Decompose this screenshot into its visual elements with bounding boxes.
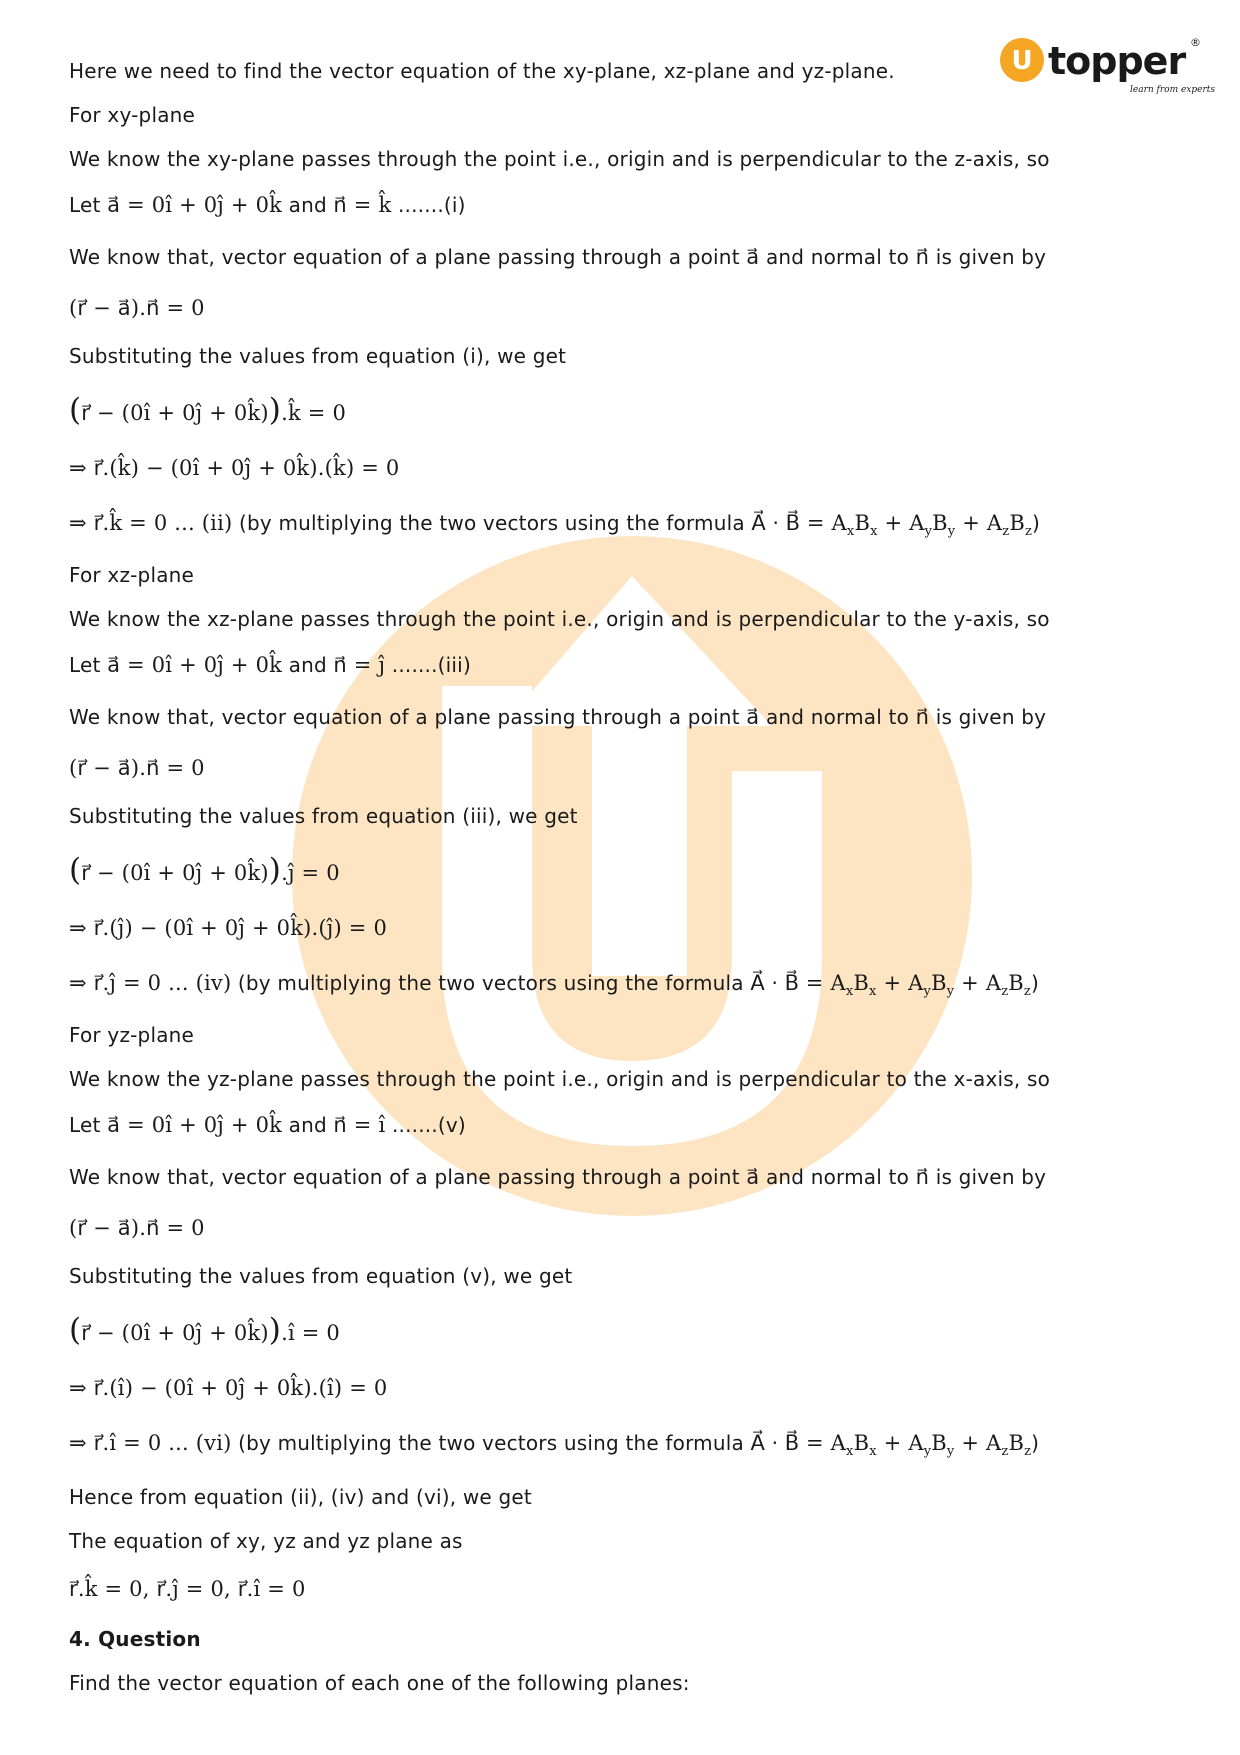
xy-eq1: (r⃗ − (0î + 0ĵ + 0k̂)).k̂ = 0 [69,392,347,428]
xz-eq1: (r⃗ − (0î + 0ĵ + 0k̂)).ĵ = 0 [69,852,340,888]
xy-vec-eq-text: We know that, vector equation of a plane passing through a point a⃗ and normal to n⃗ is given by [69,245,1047,269]
yz-let-line: Let a⃗ = 0î + 0ĵ + 0k̂ and n⃗ = î .......(v) [69,1113,466,1137]
xz-let-n: n⃗ = ĵ [333,653,386,677]
question-heading: 4. Question [69,1627,201,1651]
question-text: Find the vector equation of each one of the following planes: [69,1671,690,1695]
logo-registered: ® [1190,36,1201,49]
yz-subst-text: Substituting the values from equation (v), we get [69,1264,573,1288]
xy-plane-eq: (r⃗ − a⃗).n⃗ = 0 [69,296,205,320]
xy-heading: For xy-plane [69,103,196,127]
logo-tagline: learn from experts [1130,85,1216,95]
xz-eq3-line: ⇒ r⃗.ĵ = 0 ... (iv) (by multiplying the two vectors using the formula A⃗ · B⃗ = $A_xB_x + A_yB_y + A_zB_z$) [69,971,1039,999]
xy-let-n: n⃗ = k̂ [333,193,392,217]
xy-eq3-line: ⇒ r⃗.k̂ = 0 ... (ii) (by multiplying the two vectors using the formula A⃗ · B⃗ = $A_xB_x + A_yB_y + A_zB_z$) [69,511,1041,539]
hence-text: Hence from equation (ii), (iv) and (vi), we get [69,1485,532,1509]
xz-let-a: a⃗ = 0î + 0ĵ + 0k̂ [107,653,283,677]
xz-let-line: Let a⃗ = 0î + 0ĵ + 0k̂ and n⃗ = ĵ .......(iii) [69,653,471,677]
yz-plane-eq: (r⃗ − a⃗).n⃗ = 0 [69,1216,205,1240]
logo-brand: topper [1048,39,1186,83]
xy-let-line: Let a⃗ = 0î + 0ĵ + 0k̂ and n⃗ = k̂ .......(i) [69,193,466,217]
yz-eq1: (r⃗ − (0î + 0ĵ + 0k̂)).î = 0 [69,1312,340,1348]
xz-vec-eq-text: We know that, vector equation of a plane passing through a point a⃗ and normal to n⃗ is given by [69,705,1047,729]
yz-know-text: We know the yz-plane passes through the point i.e., origin and is perpendicular to the x-axis, so [69,1067,1051,1091]
xz-plane-eq: (r⃗ − a⃗).n⃗ = 0 [69,756,205,780]
yz-heading: For yz-plane [69,1023,195,1047]
xz-heading: For xz-plane [69,563,195,587]
yz-eq3-line: ⇒ r⃗.î = 0 ... (vi) (by multiplying the two vectors using the formula A⃗ · B⃗ = $A_xB_x + A_yB_y + A_zB_z$) [69,1431,1040,1459]
xy-know-text: We know the xy-plane passes through the point i.e., origin and is perpendicular to the z-axis, so [69,147,1050,171]
xy-let-a: a⃗ = 0î + 0ĵ + 0k̂ [107,193,283,217]
yz-let-a: a⃗ = 0î + 0ĵ + 0k̂ [107,1113,283,1137]
logo-mark: U [1011,46,1033,76]
xy-eq2: ⇒ r⃗.(k̂) − (0î + 0ĵ + 0k̂).(k̂) = 0 [69,456,400,480]
xz-know-text: We know the xz-plane passes through the point i.e., origin and is perpendicular to the y-axis, so [69,607,1050,631]
final-equations: r⃗.k̂ = 0, r⃗.ĵ = 0, r⃗.î = 0 [69,1577,306,1601]
equation-of-text: The equation of xy, yz and yz plane as [69,1529,463,1553]
topper-logo [1000,34,1216,98]
yz-eq2: ⇒ r⃗.(î) − (0î + 0ĵ + 0k̂).(î) = 0 [69,1376,388,1400]
xz-subst-text: Substituting the values from equation (iii), we get [69,804,578,828]
yz-let-n: n⃗ = î [333,1113,386,1137]
xz-eq2: ⇒ r⃗.(ĵ) − (0î + 0ĵ + 0k̂).(ĵ) = 0 [69,916,388,940]
intro-text: Here we need to find the vector equation of the xy-plane, xz-plane and yz-plane. [69,59,895,83]
yz-vec-eq-text: We know that, vector equation of a plane passing through a point a⃗ and normal to n⃗ is given by [69,1165,1047,1189]
xy-subst-text: Substituting the values from equation (i), we get [69,344,567,368]
